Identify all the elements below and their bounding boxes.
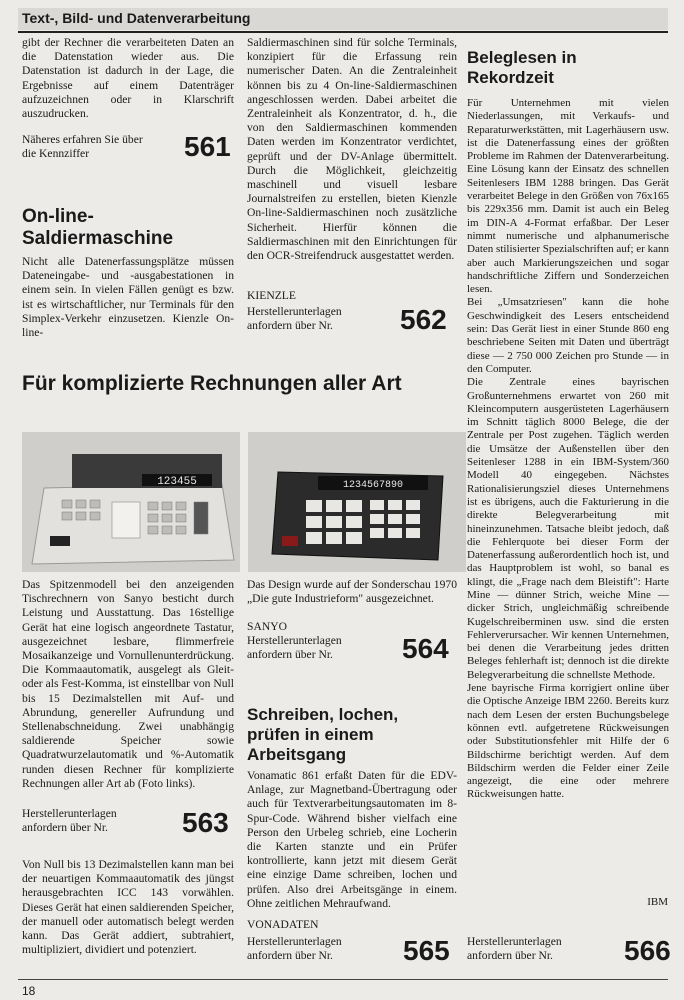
art566-p1: Für Unternehmen mit vielen Niederlassungen, mit Verkaufs- und Reparaturwerkstätten, mit Lagerhäusern usw. ist die Datenerfassung eines der größten Probleme im Rahmen der Datenverarbeitung. Eine Lösung kann der Einsatz des schnellen Seitenlesers IBM 1288 bringen. Das Gerät verarbeitet Belege in den Größen von 76x165 bis 229x356 mm. Damit ist auch ein Beleg im DIN-A 4-Format erfaßbar. Der Leser nimmt numerische und alphanumerische Daten stilisierter Spezialschriften auf; er kann aber auch Markierungszeichen und sogar handschriftliche Ziffern und Sonderzeichen lesen. bbox=[467, 97, 669, 296]
art562-col2-text: Saldiermaschinen sind für solche Terminals, konzipiert für die Erfassung rein numerischer Daten. An die Zentraleinheit können bis zu 4 On-line-Saldiermaschinen angeschlossen werden. Dabei arbeitet die Zentraleinheit als Konzentrator, d. h., die von den Saldiermaschinen kommenden Daten werden im Konzentrator verdichtet, geprüft und der DV-Anlage übermittelt. Durch die Möglichkeit, gleichzeitig maschinell und visuell lesbare Journalstreifen zu erstellen, bieten Kienzle On-line-Saldiermaschinen noch zusätzliche Sicherheit. Hierfür können die Saldiermaschinen mit den Einrichtungen für den OCR-Streifendruck ausgestattet werden. bbox=[247, 36, 457, 263]
company-ibm: IBM bbox=[647, 896, 668, 908]
request-566: Herstellerunterlagen anfordern über Nr. bbox=[467, 935, 562, 962]
art565-text: Vonamatic 861 erfaßt Daten für die EDV-Anlage, zur Magnetband-Übertragung oder auch für Textverarbeitungsautomaten im 8-Spur-Code. Während bisher vielfach eine Person den Urbeleg schrieb, eine Locherin die Karten stanzte und ein Prüfer kontrollierte, kann jetzt mit diesem Gerät eine einzige Dame schreiben, lochen und prüfen. Also drei Arbeitsgänge in einem. Ohne zeitlichen Mehraufwand. bbox=[247, 769, 457, 910]
art563-text2: Von Null bis 13 Dezimalstellen kann man bei der neuartigen Kommaautomatik des jüngst herausgebrachten ICC 143 vorwählen. Dieses Gerät hat einen saldierenden Speicher, der manuell oder automatisch belegt werden kann. Das Gerät addiert, subtrahiert, multipliziert, dividiert und potenziert. bbox=[22, 858, 234, 957]
company-vonadaten: VONADATEN bbox=[247, 918, 319, 931]
col1-top-text: gibt der Rechner die verarbeiteten Daten an die Datenstation wieder aus. Die Datenstation ist dadurch in der Lage, die Ergebnisse auf einem Datenträger aufzuzeichnen oder in Klarschrift auszudrucken. bbox=[22, 36, 234, 121]
col1-top-note: Näheres erfahren Sie über die Kennziffer bbox=[22, 133, 143, 160]
code-563: 563 bbox=[182, 807, 229, 838]
headline-565: Schreiben, lochen, prüfen in einem Arbeitsgang bbox=[247, 705, 399, 764]
header-rule bbox=[18, 31, 668, 33]
code-562: 562 bbox=[400, 304, 447, 335]
request-565: Herstellerunterlagen anfordern über Nr. bbox=[247, 935, 342, 962]
art566-body bbox=[467, 97, 669, 802]
request-564: Herstellerunterlagen anfordern über Nr. bbox=[247, 634, 342, 661]
company-sanyo: SANYO bbox=[247, 620, 287, 633]
page-number: 18 bbox=[22, 984, 36, 998]
request-563: Herstellerunterlagen anfordern über Nr. bbox=[22, 807, 117, 834]
calculator-left-illustration bbox=[22, 432, 240, 572]
section-header: Text-, Bild- und Datenverarbeitung bbox=[22, 10, 251, 26]
art562-col1-text: Nicht alle Datenerfassungsplätze müssen Dateneingabe- und -ausgabestationen in einem sein. In vielen Fällen genügt es bzw. ist es wirtschaftlicher, nur Terminals für den Simplex-Verkehr einzusetzen. Kienzle On-line- bbox=[22, 255, 234, 340]
request-562: Herstellerunterlagen anfordern über Nr. bbox=[247, 305, 342, 332]
code-566: 566 bbox=[624, 935, 671, 966]
art564-text: Das Design wurde auf der Sonderschau 1970 „Die gute Industrieform" ausgezeichnet. bbox=[247, 578, 457, 606]
photo-calculator-right bbox=[248, 432, 466, 572]
company-kienzle: KIENZLE bbox=[247, 289, 296, 302]
code-564: 564 bbox=[402, 633, 449, 664]
art566-p4: Jene bayrische Firma korrigiert online über die Optische Anzeige IBM 2260. Bereits kurz nach dem Lesen der ersten Buchungsbelege können evtl. aufgetretene Rückweisungen oder Substitutionsfehler mit Hilfe der 6 Bildschirme berichtigt werden. Auf dem Bildschirm werden die Felder einer Zeile angezeigt, die eine oder mehrere Rückweisungen hatte. bbox=[467, 682, 669, 801]
code-565: 565 bbox=[403, 935, 450, 966]
display-left: 123455 bbox=[157, 476, 197, 488]
code-561: 561 bbox=[184, 131, 231, 162]
footer-rule bbox=[18, 979, 668, 980]
photo-calculator-left bbox=[22, 432, 240, 572]
calculator-right-illustration bbox=[248, 432, 466, 572]
headline-566: Beleglesen in Rekordzeit bbox=[467, 48, 577, 87]
headline-562: On-line-Saldiermaschine bbox=[22, 206, 174, 249]
art563-text: Das Spitzenmodell bei den anzeigenden Tischrechnern von Sanyo besticht durch Leistung und Ausstattung. Das 16stellige Gerät hat eine logisch angeordnete Tastatur, ausgezeichnet lesbare, flimmerfreie Mosaikanzeige und Vornullenunterdrückung. Die Kommaautomatik, ausgelegt als Gleit- oder als Fest-Komma, ist einstellbar von Null bis 15 Dezimalstellen mit Auf- und Abrundung, genereller Aufrundung und Stellenabschneidung. Zwei unabhängig saldierende Speicher sowie Quadratwurzelautomatik und %-Automatik runden diesen Rechner für komplizierte Rechnungen aller Art ab (Foto links). bbox=[22, 578, 234, 790]
main-headline: Für komplizierte Rechnungen aller Art bbox=[22, 372, 402, 395]
display-right: 1234567890 bbox=[342, 480, 404, 491]
art566-p3: Die Zentrale eines bayrischen Großunternehmens erwartet von 260 mit Kleincomputern ausgerüsteten Lagerhäusern im Schnitt täglich 8000 Belege, die der Zentrale per Post zugehen. Täglich werden die Umsätze der Außenstellen über den Seitenleser 1288 in ein IBM-System/360 Modell 40 eingegeben. Nächstes Rationalisierungsziel dieses Unternehmens ist es übrigens, auch die Fakturierung in die direkte Belegverarbeitung mit hineinzunehmen. Tatsache bleibt jedoch, daß die Fehlerquote bei dieser Form der Datenerfassung außerordentlich hoch ist, und das Hauptproblem ist wohl, so banal es klingt, die „Frage nach dem Bleistift": Harte Mine — dünner Strich, weiche Mine — dicker Strich, ungleichmäßig schreibende Kugelschreiberminen usw. sind die ersten Fehlerverursacher. Wir kennen Unternehmen, bei denen die Verarbeitung jedes dritten Beleges fehlerhaft ist; dennoch ist die direkte Belegverarbeitung die schnellste Methode. bbox=[467, 376, 669, 681]
art566-p2: Bei „Umsatzriesen" kann die hohe Geschwindigkeit des Lesers entscheidend sein: Das Gerät liest in einer Stunde 860 eng beschriebene Seiten mit Daten und überträgt diese — 2 750 000 Zeichen pro Stunde — in den Computer. bbox=[467, 296, 669, 375]
